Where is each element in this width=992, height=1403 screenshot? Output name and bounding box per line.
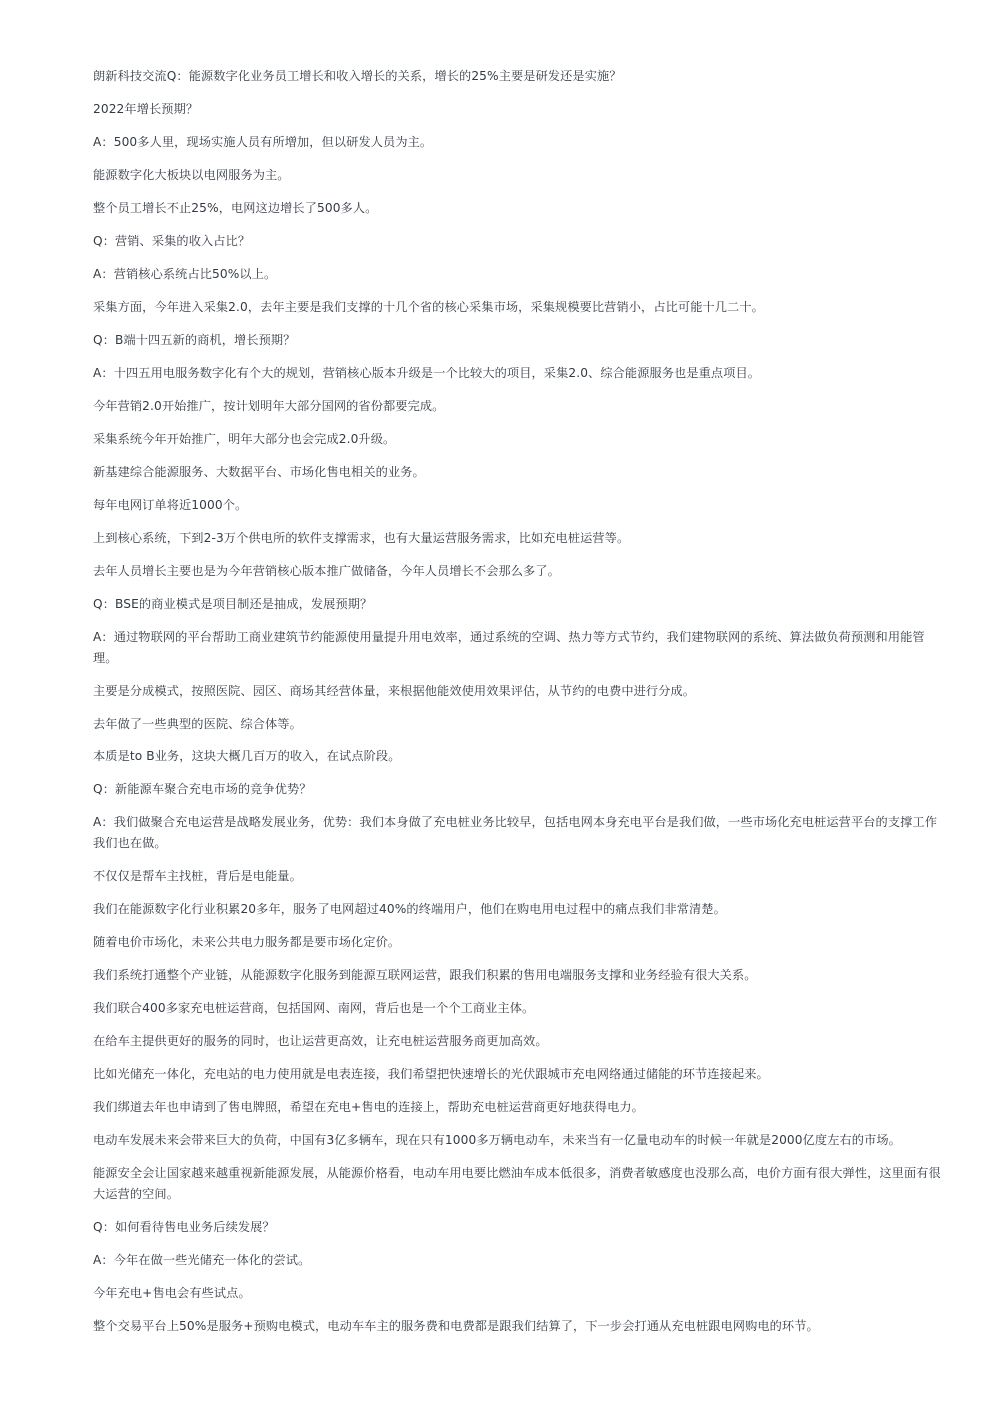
- paragraph: 我们系统打通整个产业链，从能源数字化服务到能源互联网运营，跟我们积累的售用电端服务支撑和业务经验有很大关系。: [93, 968, 757, 983]
- paragraph: 本质是to B业务，这块大概几百万的收入，在试点阶段。: [93, 749, 401, 764]
- paragraph: 上到核心系统，下到2-3万个供电所的软件支撑需求，也有大量运营服务需求，比如充电桩运营等。: [93, 530, 630, 545]
- paragraph-answer: A：今年在做一些光储充一体化的尝试。: [93, 1252, 311, 1267]
- paragraph: 去年做了一些典型的医院、综合体等。: [93, 716, 302, 731]
- paragraph-answer: A：营销核心系统占比50%以上。: [93, 266, 277, 281]
- paragraph-answer: A：500多人里，现场实施人员有所增加，但以研发人员为主。: [93, 134, 433, 149]
- paragraph: 电动车发展未来会带来巨大的负荷，中国有3亿多辆车，现在只有1000多万辆电动车，未来当有一亿量电动车的时候一年就是2000亿度左右的市场。: [93, 1133, 901, 1148]
- paragraph: 每年电网订单将近1000个。: [93, 497, 248, 512]
- paragraph-question: Q：如何看待售电业务后续发展？: [93, 1219, 275, 1234]
- document-body: [93, 66, 945, 1349]
- paragraph: 去年人员增长主要也是为今年营销核心版本推广做储备，今年人员增长不会那么多了。: [93, 563, 560, 578]
- paragraph: 我们绑道去年也申请到了售电牌照，希望在充电+售电的连接上，帮助充电桩运营商更好地获得电力。: [93, 1100, 644, 1115]
- paragraph: 能源数字化大板块以电网服务为主。: [93, 167, 290, 182]
- paragraph-answer: A：通过物联网的平台帮助工商业建筑节约能源使用量提升用电效率，通过系统的空调、热力等方式节约，我们建物联网的系统、算法做负荷预测和用能管理。: [93, 629, 925, 665]
- paragraph-question: Q：营销、采集的收入占比？: [93, 233, 251, 248]
- paragraph-answer: A：十四五用电服务数字化有个大的规划，营销核心版本升级是一个比较大的项目，采集2.0、综合能源服务也是重点项目。: [93, 365, 761, 380]
- paragraph-answer: A：我们做聚合充电运营是战略发展业务，优势：我们本身做了充电桩业务比较早，包括电网本身充电平台是我们做，一些市场化充电桩运营平台的支撑工作我们也在做。: [93, 815, 937, 851]
- paragraph: 今年营销2.0开始推广，按计划明年大部分国网的省份都要完成。: [93, 398, 445, 413]
- paragraph-question: Q：B端十四五新的商机，增长预期？: [93, 332, 296, 347]
- paragraph-question: Q：BSE的商业模式是项目制还是抽成，发展预期？: [93, 596, 373, 611]
- paragraph: 整个交易平台上50%是服务+预购电模式，电动车车主的服务费和电费都是跟我们结算了，下一步会打通从充电桩跟电网购电的环节。: [93, 1318, 819, 1333]
- paragraph: 主要是分成模式，按照医院、园区、商场其经营体量，来根据他能效使用效果评估，从节约的电费中进行分成。: [93, 683, 696, 698]
- paragraph: 采集方面，今年进入采集2.0，去年主要是我们支撑的十几个省的核心采集市场，采集规模要比营销小，占比可能十几二十。: [93, 299, 764, 314]
- paragraph: 能源安全会让国家越来越重视新能源发展，从能源价格看，电动车用电要比燃油车成本低很多，消费者敏感度也没那么高，电价方面有很大弹性，这里面有很大运营的空间。: [93, 1166, 941, 1201]
- paragraph: 采集系统今年开始推广，明年大部分也会完成2.0升级。: [93, 431, 396, 446]
- paragraph: 比如光储充一体化，充电站的电力使用就是电表连接，我们希望把快速增长的光伏跟城市充电网络通过储能的环节连接起来。: [93, 1067, 769, 1082]
- paragraph-2022-outlook: 2022年增长预期？: [93, 101, 199, 116]
- paragraph-intro-question: 朗新科技交流Q：能源数字化业务员工增长和收入增长的关系，增长的25%主要是研发还是实施？: [93, 69, 622, 83]
- paragraph: 整个员工增长不止25%，电网这边增长了500多人。: [93, 200, 378, 215]
- paragraph: 我们在能源数字化行业积累20多年，服务了电网超过40%的终端用户，他们在购电用电过程中的痛点我们非常清楚。: [93, 902, 726, 917]
- paragraph: 新基建综合能源服务、大数据平台、市场化售电相关的业务。: [93, 464, 425, 479]
- paragraph: 今年充电+售电会有些试点。: [93, 1285, 251, 1300]
- paragraph: 不仅仅是帮车主找桩，背后是电能量。: [93, 869, 302, 884]
- paragraph: 在给车主提供更好的服务的同时，也让运营更高效，让充电桩运营服务商更加高效。: [93, 1034, 548, 1049]
- paragraph-question: Q：新能源车聚合充电市场的竞争优势？: [93, 782, 312, 797]
- paragraph: 随着电价市场化，未来公共电力服务都是要市场化定价。: [93, 935, 401, 950]
- paragraph: 我们联合400多家充电桩运营商，包括国网、南网，背后也是一个个工商业主体。: [93, 1001, 535, 1016]
